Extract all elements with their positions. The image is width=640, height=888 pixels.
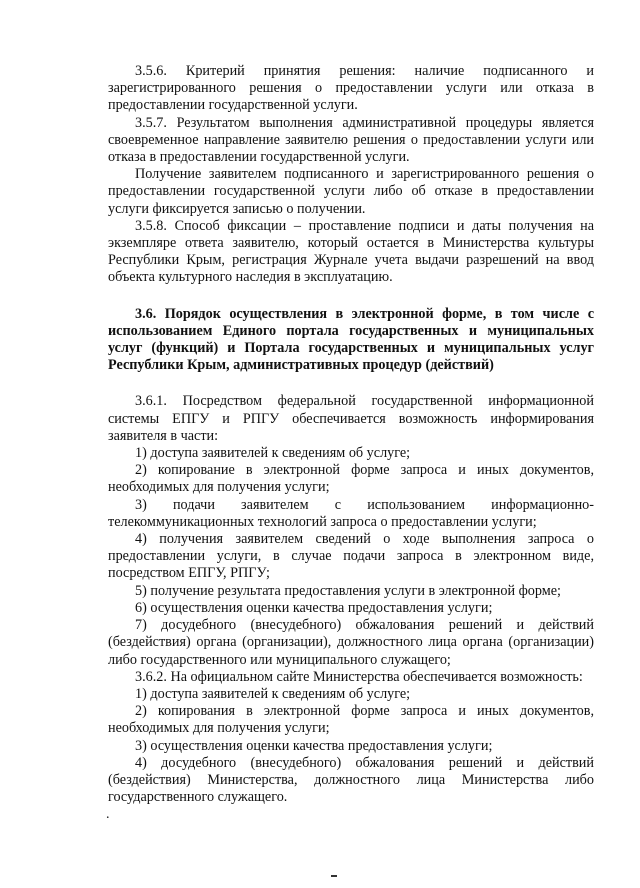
list-item-1: 1) доступа заявителей к сведениям об услуге; bbox=[135, 445, 411, 462]
list-item-2-1: 1) доступа заявителей к сведениям об услуге; bbox=[135, 685, 411, 702]
paragraph-3-5-8: 3.5.8. Способ фиксации – проставление подписи и даты получения на экземпляре ответа заявителю, который остается в Министерства культуры Республики Крым, регистрация Журнале учета выдачи разрешений на ввод объекта культурного наследия в эксплуатацию. bbox=[108, 217, 594, 286]
list-item-3: 3) подачи заявителем с использованием информационно-телекоммуникационных технологий запроса о предоставлении услуги; bbox=[108, 496, 594, 530]
list-item-7: 7) досудебного (внесудебного) обжалования решений и действий (бездействия) органа (организации), должностного лица органа (организации) либо государственного или муниципального служащего; bbox=[108, 617, 594, 668]
list-item-6: 6) осуществления оценки качества предоставления услуги; bbox=[135, 599, 493, 616]
paragraph-3-6-2: 3.6.2. На официальном сайте Министерства обеспечивается возможность: bbox=[135, 668, 583, 685]
list-item-2-3: 3) осуществления оценки качества предоставления услуги; bbox=[135, 737, 493, 754]
paragraph-receipt: Получение заявителем подписанного и зарегистрированного решения о предоставлении государственной услуги либо об отказе в предоставлении услуги фиксируется записью о получении. bbox=[108, 166, 594, 217]
list-item-2-4: 4) досудебного (внесудебного) обжалования решений и действий (бездействия) Министерства, должностного лица Министерства либо государственного служащего. bbox=[108, 754, 594, 806]
list-item-2: 2) копирование в электронной форме запроса и иных документов, необходимых для получения услуги; bbox=[108, 462, 594, 496]
paragraph-3-6-1: 3.6.1. Посредством федеральной государственной информационной системы ЕПГУ и РПГУ обеспечивается возможность информирования заявителя в части: bbox=[108, 393, 594, 444]
list-item-5: 5) получение результата предоставления услуги в электронной форме; bbox=[135, 582, 561, 599]
page-number-mark bbox=[331, 875, 337, 877]
section-heading-3-6: 3.6. Порядок осуществления в электронной форме, в том числе с использованием Единого портала государственных и муниципальных услуг (функций) и Портала государственных и муниципальных услуг Республики Крым, административных процедур (действий) bbox=[108, 305, 594, 374]
trailing-dot: . bbox=[106, 807, 110, 822]
paragraph-3-5-6: 3.5.6. Критерий принятия решения: наличие подписанного и зарегистрированного решения о предоставлении услуги или отказа в предоставлении государственной услуги. bbox=[108, 63, 594, 114]
document-body bbox=[108, 63, 594, 806]
list-item-2-2: 2) копирования в электронной форме запроса и иных документов, необходимых для получения услуги; bbox=[108, 703, 594, 737]
list-item-4: 4) получения заявителем сведений о ходе выполнения запроса о предоставлении услуги, в случае подачи запроса в электронном виде, посредством ЕПГУ, РПГУ; bbox=[108, 531, 594, 582]
paragraph-3-5-7: 3.5.7. Результатом выполнения административной процедуры является своевременное направление заявителю решения о предоставлении услуги или отказа в предоставлении государственной услуги. bbox=[108, 114, 594, 166]
